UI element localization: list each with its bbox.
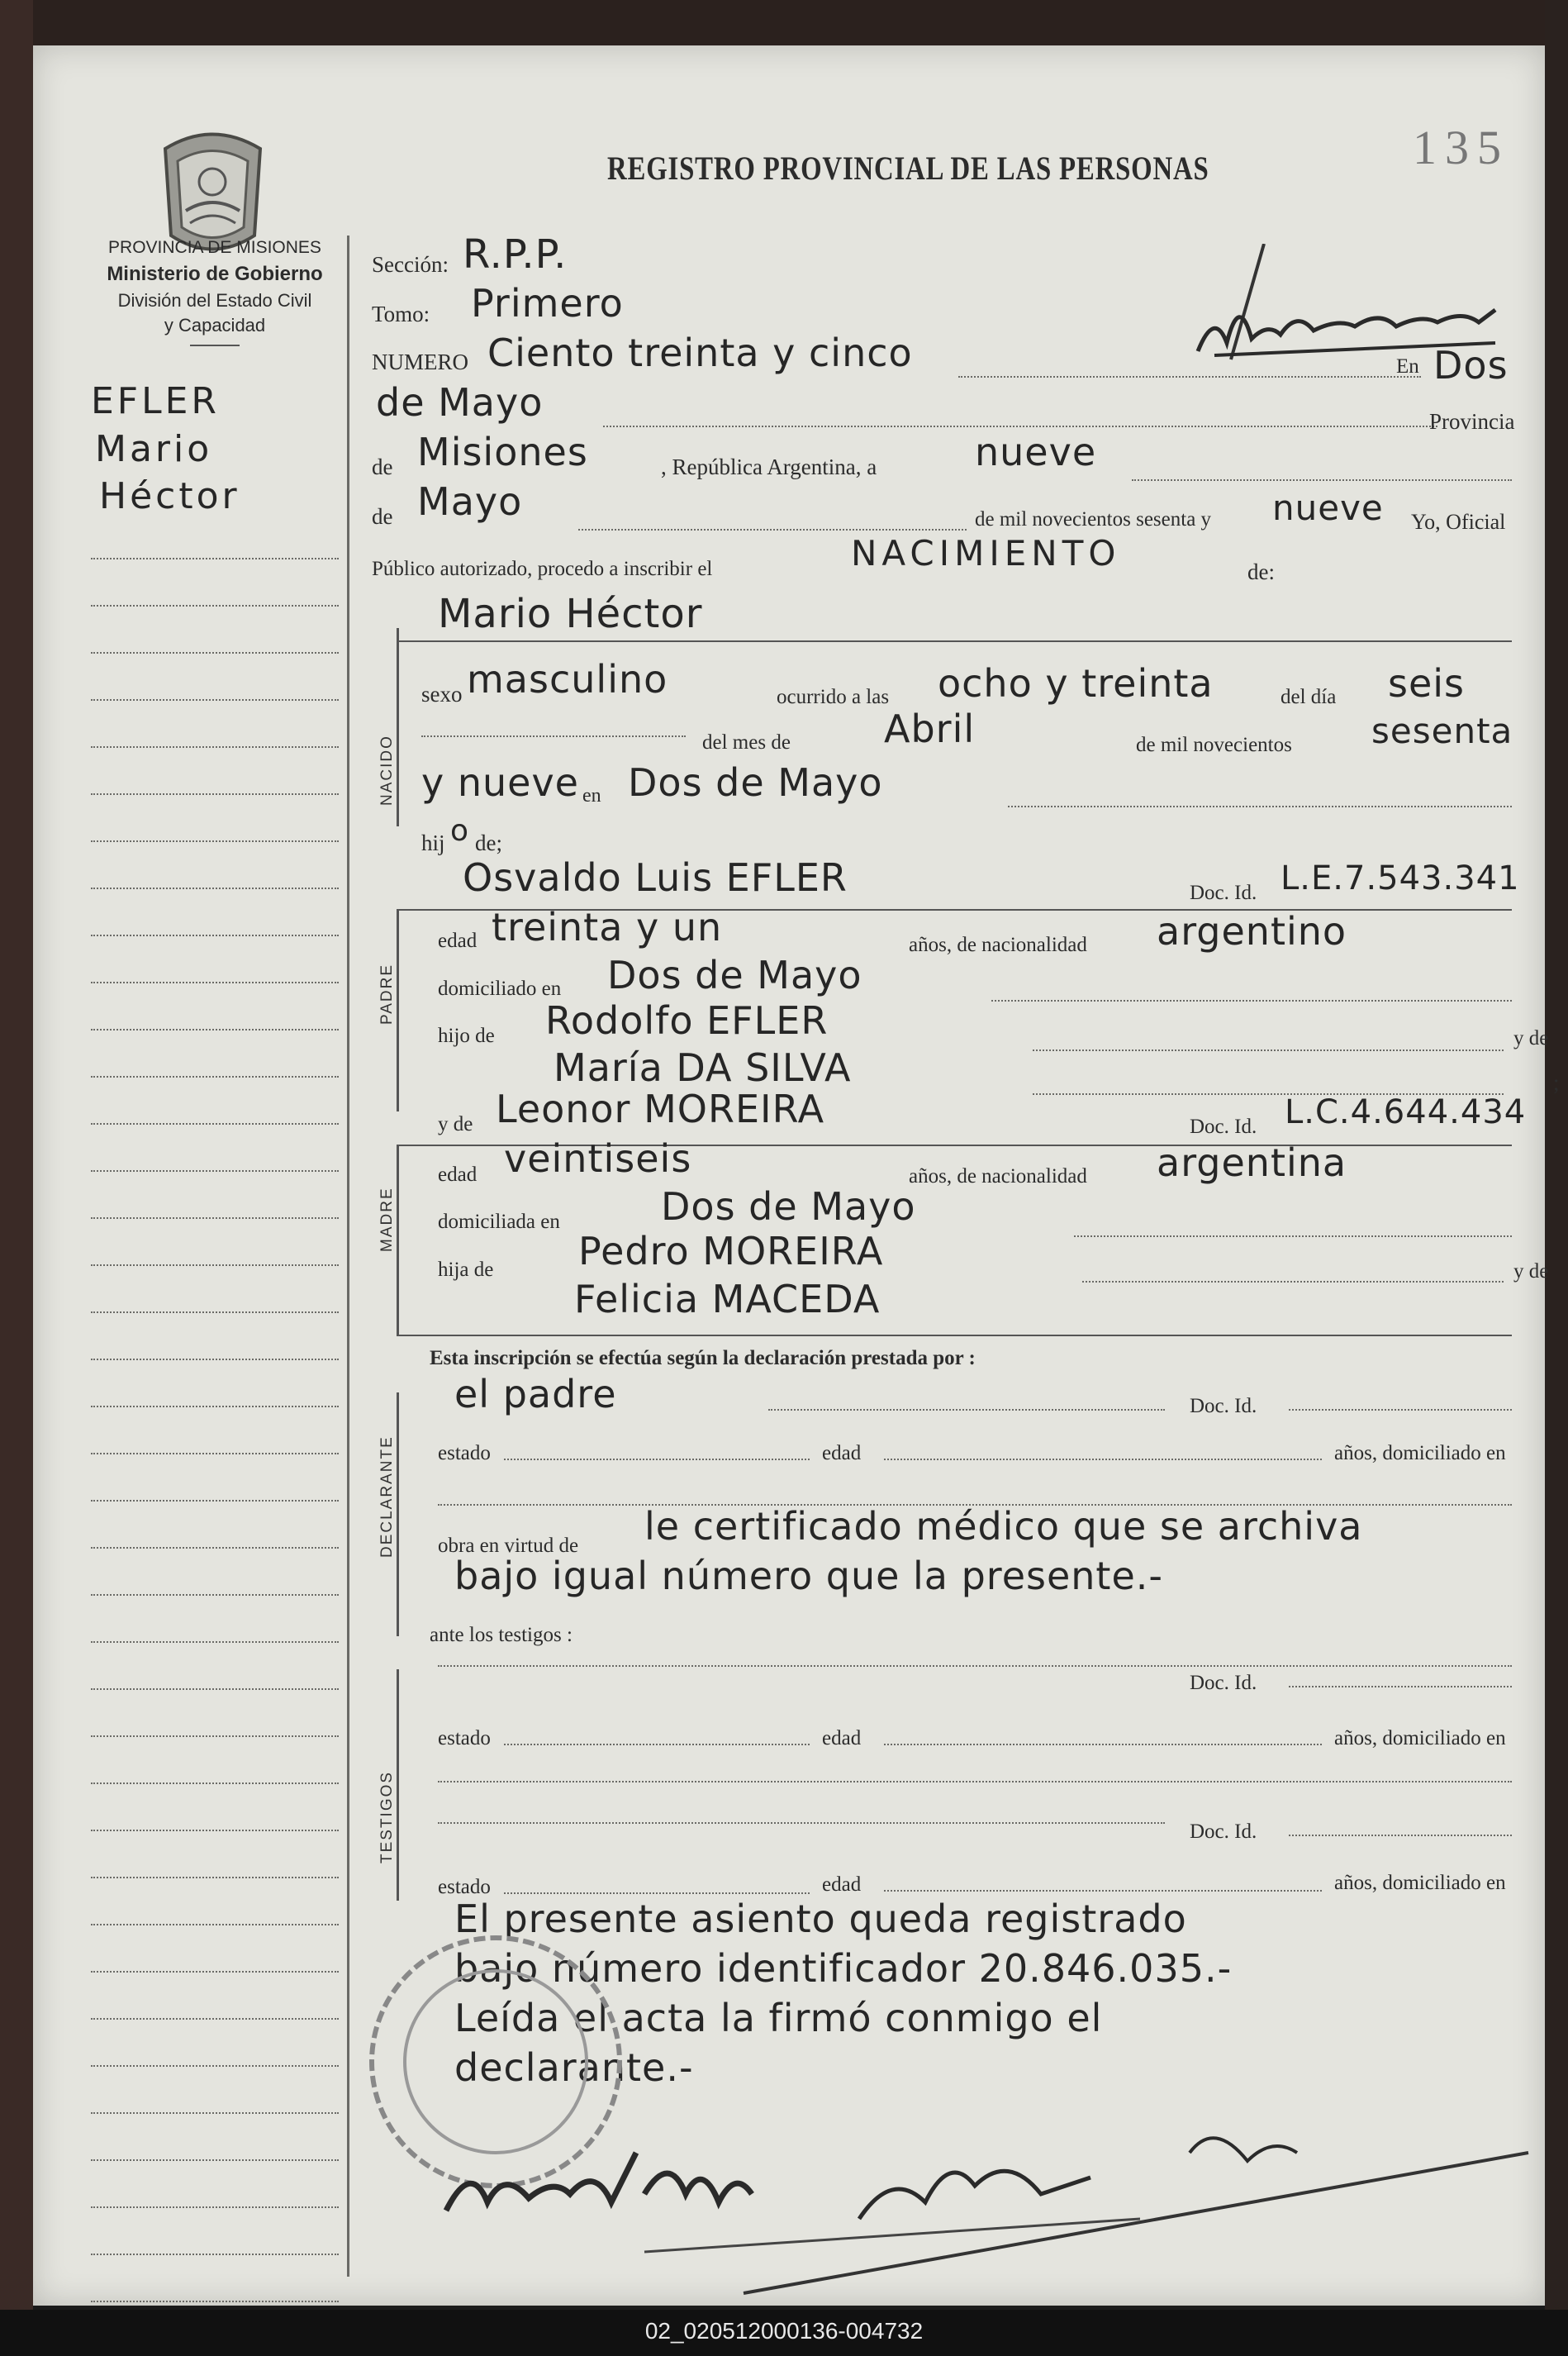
margin-middlename: Héctor <box>99 475 240 517</box>
margin-rule <box>91 982 339 983</box>
en-label-2: en <box>582 785 601 807</box>
book-binding-right <box>1545 0 1568 2356</box>
padre-side-label: PADRE <box>378 963 396 1025</box>
tomo-label: Tomo: <box>372 302 430 326</box>
margin-rule <box>91 1594 339 1596</box>
ministry-label: Ministerio de Gobierno <box>107 263 323 285</box>
declarante-anos-label: años, domiciliado en <box>1334 1442 1506 1464</box>
margin-rule <box>91 935 339 936</box>
madre-edad-value: veintiseis <box>504 1136 692 1181</box>
madre-bracket <box>397 1145 399 1335</box>
page-number: 135 <box>1413 121 1509 174</box>
madre-nac-value: argentina <box>1157 1140 1347 1185</box>
de-label-2: de <box>372 504 393 529</box>
margin-rule <box>91 2018 339 2020</box>
testigo2-anos-label: años, domiciliado en <box>1334 1872 1506 1894</box>
en-label: En <box>1396 355 1419 378</box>
margin-rule <box>91 1453 339 1454</box>
padre-madre-value: María DA SILVA <box>554 1045 852 1090</box>
madre-side-label: MADRE <box>378 1187 396 1252</box>
margin-rule <box>91 2159 339 2161</box>
numero-label: NUMERO <box>372 350 469 374</box>
padre-dom-value: Dos de Mayo <box>607 953 862 997</box>
margin-rule <box>91 1359 339 1360</box>
padre-bracket <box>397 909 399 1111</box>
padre-hijo-de-label: hijo de <box>438 1025 495 1047</box>
sexo-label: sexo <box>421 682 463 707</box>
margin-rule <box>91 2112 339 2114</box>
padre-anos-label: años, de nacionalidad <box>909 934 1087 956</box>
seccion-label: Sección: <box>372 252 449 277</box>
margin-rule <box>91 1311 339 1313</box>
de-colon-label: de: <box>1247 559 1275 584</box>
declarante-estado-label: estado <box>438 1442 491 1464</box>
madre-edad-label: edad <box>438 1164 478 1186</box>
dia-nac-value: seis <box>1388 661 1466 706</box>
testigo1-edad-label: edad <box>822 1727 862 1749</box>
margin-rule <box>91 2206 339 2208</box>
madre-dom-value: Dos de Mayo <box>661 1184 916 1229</box>
book-binding-top <box>0 0 1568 45</box>
margin-rule <box>91 1264 339 1266</box>
provincia-value: Misiones <box>417 430 588 474</box>
margin-rule <box>91 1406 339 1407</box>
province-label: PROVINCIA DE MISIONES <box>108 238 321 257</box>
testigo2-doc-label: Doc. Id. <box>1190 1821 1257 1843</box>
madre-hija-de-label: hija de <box>438 1259 494 1281</box>
margin-rule <box>91 652 339 654</box>
provincia-label: Provincia <box>1429 409 1515 434</box>
hijo-sufijo: o <box>450 814 470 848</box>
margin-firstname: Mario <box>95 428 213 470</box>
madre-madre-value: Felicia MACEDA <box>574 1277 881 1321</box>
nota-linea-3: Leída el acta la firmó conmigo el <box>454 1996 1103 2040</box>
margin-rule <box>91 558 339 559</box>
del-mes-label: del mes de <box>702 731 791 754</box>
margin-rule <box>91 1170 339 1172</box>
madre-y-de-label-2: y de <box>1513 1260 1549 1283</box>
margin-rule <box>91 1830 339 1831</box>
padre-semicolon: ; <box>1553 1070 1560 1095</box>
margin-rule <box>91 888 339 889</box>
anio-nac-value-2: y nueve <box>421 760 579 805</box>
margin-rule <box>91 699 339 701</box>
obra-label: obra en virtud de <box>438 1535 579 1557</box>
nacido-bracket <box>397 628 399 826</box>
lugar-nac-value: Dos de Mayo <box>628 760 883 805</box>
margin-rule <box>91 2301 339 2302</box>
margin-rule <box>91 2065 339 2067</box>
margin-rule <box>91 1782 339 1784</box>
sexo-value: masculino <box>467 657 668 702</box>
madre-padre-value: Pedro MOREIRA <box>578 1229 884 1273</box>
madre-doc-value: L.C.4.644.434 <box>1285 1093 1527 1131</box>
del-dia-label: del día <box>1281 686 1337 708</box>
numero-value: Ciento treinta y cinco <box>487 331 913 375</box>
margin-rule <box>91 1547 339 1549</box>
header-divider <box>190 345 240 346</box>
padre-dom-label: domiciliado en <box>438 978 562 1000</box>
margin-rule <box>91 1735 339 1737</box>
de-semi-label: de; <box>475 831 502 855</box>
margin-rule <box>91 1500 339 1502</box>
margin-rule <box>91 1877 339 1878</box>
nota-linea-4: declarante.- <box>454 2045 694 2090</box>
nota-linea-2: bajo número identificador 20.846.035.- <box>454 1946 1233 1991</box>
inscripcion-label: Esta inscripción se efectúa según la declaración prestada por : <box>430 1347 976 1369</box>
tomo-value: Primero <box>471 281 624 326</box>
margin-rule <box>91 793 339 795</box>
tipo-inscripcion: NACIMIENTO <box>851 533 1121 574</box>
nacido-side-label: NACIDO <box>378 735 396 806</box>
padre-nombre: Osvaldo Luis EFLER <box>463 855 848 900</box>
nacido-nombre: Mario Héctor <box>438 591 703 637</box>
margin-rule <box>91 605 339 607</box>
republica-label: , República Argentina, a <box>661 455 877 479</box>
testigo2-estado-label: estado <box>438 1876 491 1898</box>
margin-rule <box>91 1641 339 1643</box>
division-label-1: División del Estado Civil <box>117 290 312 311</box>
anio-value: nueve <box>1272 488 1384 528</box>
register-title: REGISTRO PROVINCIAL DE LAS PERSONAS <box>607 150 1209 187</box>
margin-rule <box>91 1123 339 1125</box>
declarante-value: el padre <box>454 1372 617 1416</box>
padre-doc-value: L.E.7.543.341 <box>1281 859 1520 897</box>
declarante-side-label: DECLARANTE <box>378 1435 396 1558</box>
mil-sesenta-label: de mil novecientos sesenta y <box>975 508 1212 531</box>
declarante-bracket <box>397 1392 399 1636</box>
padre-y-de-label: y de <box>1513 1027 1549 1049</box>
image-identifier: 02_020512000136-004732 <box>644 2318 924 2344</box>
margin-rule <box>91 1924 339 1925</box>
testigos-label: ante los testigos : <box>430 1624 573 1646</box>
margin-rule <box>91 746 339 748</box>
dia-value: nueve <box>975 430 1097 474</box>
margin-rule <box>91 1688 339 1690</box>
declarante-edad-label: edad <box>822 1442 862 1464</box>
lugar-value-2: de Mayo <box>376 380 544 425</box>
madre-nombre: Leonor MOREIRA <box>496 1087 825 1131</box>
padre-nac-value: argentino <box>1157 909 1347 954</box>
margin-divider <box>347 236 349 2277</box>
publico-label: Público autorizado, procedo a inscribir el <box>372 558 713 580</box>
de-label-1: de <box>372 455 393 479</box>
testigo1-doc-label: Doc. Id. <box>1190 1672 1257 1694</box>
nota-linea-1: El presente asiento queda registrado <box>454 1897 1187 1941</box>
hora-value: ocho y treinta <box>938 661 1214 706</box>
margin-surname: EFLER <box>91 380 220 422</box>
margin-rule <box>91 1971 339 1973</box>
declarante-doc-label: Doc. Id. <box>1190 1395 1257 1417</box>
margin-rule <box>91 840 339 842</box>
lugar-value-1: Dos <box>1433 343 1509 388</box>
signatures-bottom <box>397 2103 1537 2326</box>
register-page <box>33 45 1560 2306</box>
testigos-bracket <box>397 1669 399 1901</box>
margin-rule <box>91 1217 339 1219</box>
mes-value: Mayo <box>417 479 523 524</box>
testigos-side-label: TESTIGOS <box>378 1770 396 1863</box>
madre-doc-label: Doc. Id. <box>1190 1116 1257 1138</box>
madre-anos-label: años, de nacionalidad <box>909 1165 1087 1188</box>
padre-padre-value: Rodolfo EFLER <box>545 998 829 1043</box>
madre-y-de-label: y de <box>438 1113 473 1135</box>
testigo1-estado-label: estado <box>438 1727 491 1749</box>
testigo1-anos-label: años, domiciliado en <box>1334 1727 1506 1749</box>
margin-rule <box>91 1029 339 1030</box>
hijo-label: hij <box>421 831 445 855</box>
testigo2-edad-label: edad <box>822 1873 862 1896</box>
madre-dom-label: domiciliada en <box>438 1211 560 1233</box>
padre-edad-label: edad <box>438 930 478 952</box>
mes-nac-value: Abril <box>884 707 976 751</box>
yo-oficial-label: Yo, Oficial <box>1411 510 1506 534</box>
book-binding-left <box>0 0 33 2356</box>
anio-nac-value-1: sesenta <box>1371 711 1513 751</box>
seccion-value: R.P.P. <box>463 231 568 278</box>
division-label-2: y Capacidad <box>164 315 266 336</box>
de-mil-label: de mil novecientos <box>1136 734 1292 756</box>
margin-rule <box>91 2254 339 2255</box>
margin-rule <box>91 1076 339 1078</box>
ocurrido-label: ocurrido a las <box>777 686 890 708</box>
obra-value-2: bajo igual número que la presente.- <box>454 1554 1163 1598</box>
padre-doc-label: Doc. Id. <box>1190 882 1257 904</box>
padre-edad-value: treinta y un <box>492 905 723 950</box>
obra-value-1: le certificado médico que se archiva <box>644 1504 1363 1549</box>
